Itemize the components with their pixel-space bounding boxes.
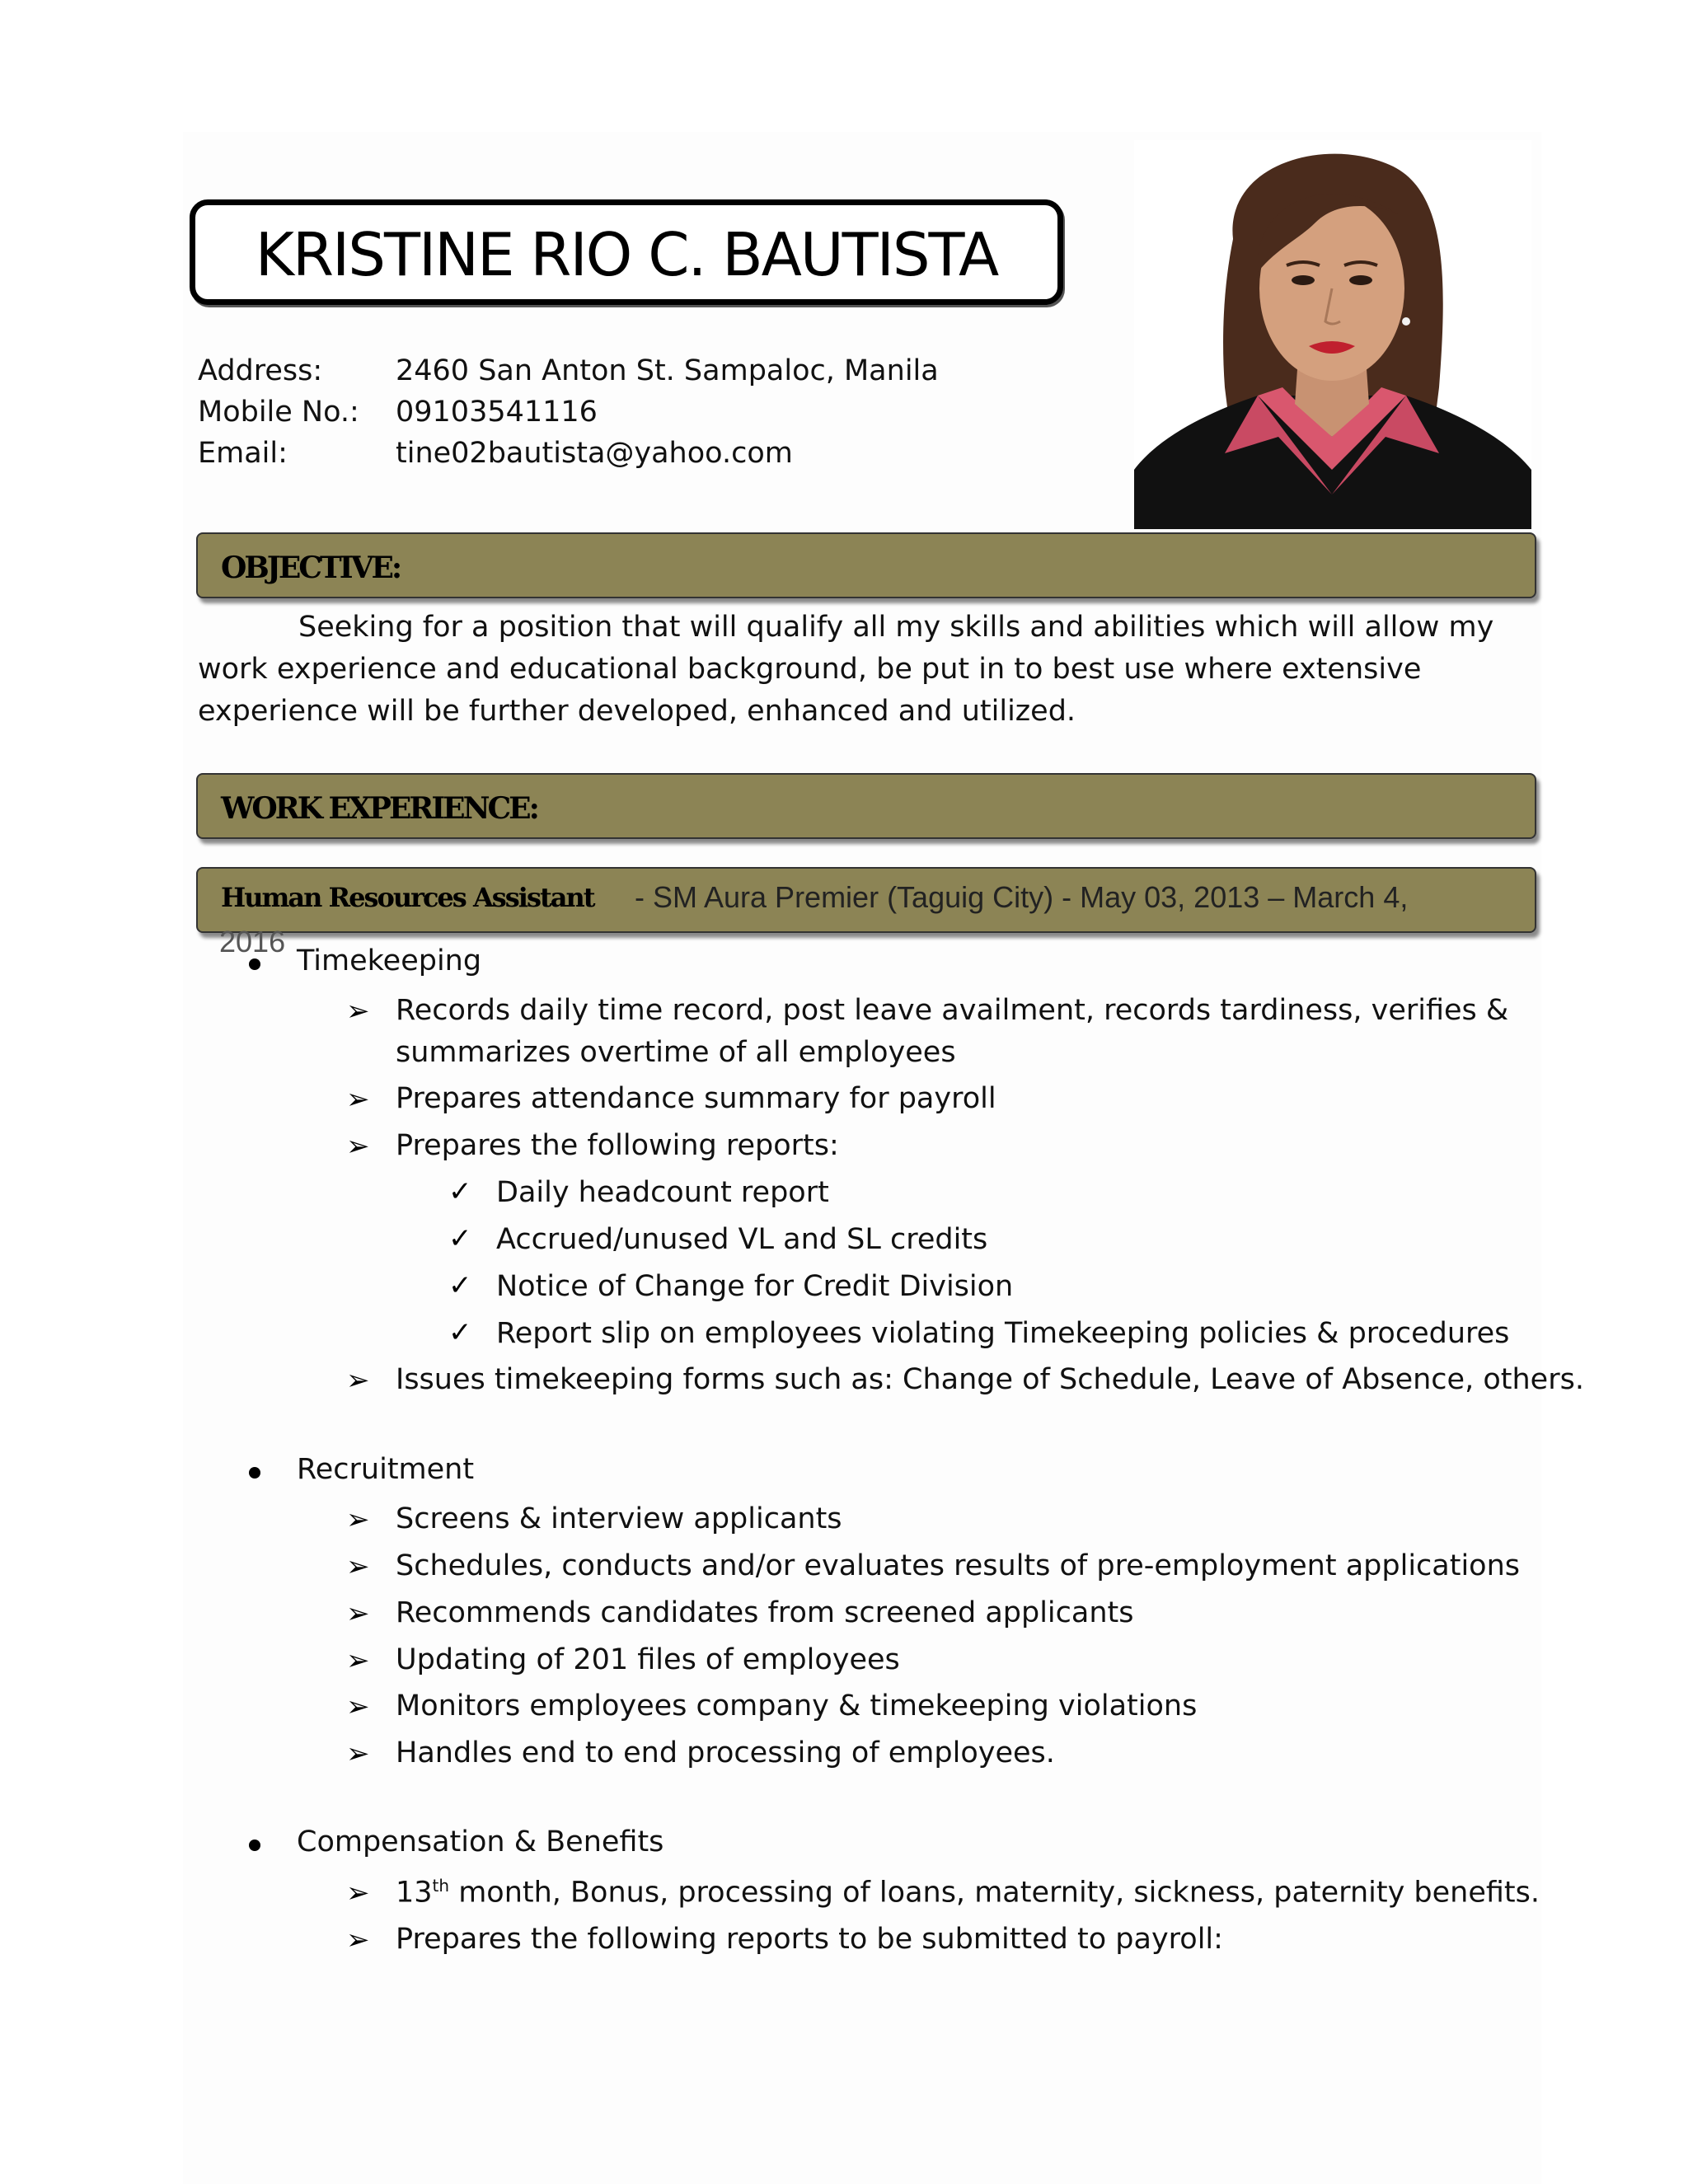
list-item: Accrued/unused VL and SL credits — [496, 1223, 988, 1256]
job-title: Human Resources Assistant — [221, 882, 594, 913]
list-item: Report slip on employees violating Timekeeping policies & procedures — [496, 1317, 1510, 1350]
objective-heading-bar — [196, 532, 1536, 598]
check-icon: ✓ — [448, 1175, 472, 1208]
arrow-bullet-icon: ➢ — [346, 1737, 370, 1770]
arrow-bullet-icon: ➢ — [346, 1597, 370, 1630]
list-item — [396, 1876, 1540, 1910]
list-item-text: month, Bonus, processing of loans, maternity, sickness, paternity benefits. — [449, 1876, 1540, 1910]
section-title-compensation: Compensation & Benefits — [297, 1825, 664, 1858]
contact-label: Email: — [198, 437, 288, 470]
bullet-icon — [249, 1467, 260, 1479]
check-icon: ✓ — [448, 1316, 472, 1349]
list-item: Prepares the following reports: — [396, 1129, 839, 1162]
profile-photo — [1134, 140, 1531, 529]
list-item: Recommends candidates from screened applicants — [396, 1596, 1134, 1629]
objective-line: Seeking for a position that will qualify all my skills and abilities which will allow my — [298, 611, 1494, 644]
name-box — [190, 199, 1063, 305]
applicant-name: KRISTINE RIO C. BAUTISTA — [255, 220, 998, 289]
bullet-icon — [249, 1840, 260, 1851]
job-title-bar — [196, 867, 1536, 933]
list-item: Monitors employees company & timekeeping violations — [396, 1690, 1198, 1722]
list-item: Prepares the following reports to be submitted to payroll: — [396, 1923, 1223, 1956]
arrow-bullet-icon: ➢ — [346, 1083, 370, 1116]
ordinal-suffix: th — [432, 1876, 450, 1896]
contact-value: 2460 San Anton St. Sampaloc, Manila — [396, 354, 939, 387]
bullet-icon — [249, 958, 260, 970]
list-item: Handles end to end processing of employees. — [396, 1736, 1055, 1769]
check-icon: ✓ — [448, 1222, 472, 1255]
list-item: Updating of 201 files of employees — [396, 1643, 900, 1676]
objective-line: work experience and educational background, be put in to best use where extensive — [198, 653, 1422, 686]
list-item: Screens & interview applicants — [396, 1502, 842, 1535]
profile-photo-illustration — [1134, 140, 1531, 529]
work-experience-heading-bar — [196, 773, 1536, 839]
list-item: summarizes overtime of all employees — [396, 1036, 956, 1069]
objective-text — [198, 607, 1533, 733]
contact-value: 09103541116 — [396, 396, 598, 429]
check-icon: ✓ — [448, 1269, 472, 1302]
list-item: Daily headcount report — [496, 1176, 829, 1209]
job-detail-continued: 2016 — [219, 925, 286, 958]
arrow-bullet-icon: ➢ — [346, 1130, 370, 1163]
list-item: Notice of Change for Credit Division — [496, 1270, 1014, 1303]
contact-label: Address: — [198, 354, 323, 387]
objective-line: experience will be further developed, enhanced and utilized. — [198, 695, 1076, 728]
arrow-bullet-icon: ➢ — [346, 1364, 370, 1397]
contact-value: tine02bautista@yahoo.com — [396, 437, 793, 470]
list-item: Records daily time record, post leave availment, records tardiness, verifies & — [396, 994, 1509, 1027]
list-item-ordinal: 13 — [396, 1876, 433, 1910]
list-item: Schedules, conducts and/or evaluates results of pre-employment applications — [396, 1549, 1521, 1582]
arrow-bullet-icon: ➢ — [346, 1550, 370, 1583]
arrow-bullet-icon: ➢ — [346, 1644, 370, 1677]
job-detail: - SM Aura Premier (Taguig City) - May 03, 2013 – March 4, — [635, 880, 1409, 914]
list-item: Issues timekeeping forms such as: Change of Schedule, Leave of Absence, others. — [396, 1363, 1584, 1396]
work-experience-heading: WORK EXPERIENCE: — [221, 791, 537, 826]
section-title-recruitment: Recruitment — [297, 1453, 475, 1486]
arrow-bullet-icon: ➢ — [346, 1690, 370, 1723]
arrow-bullet-icon: ➢ — [346, 1877, 370, 1910]
arrow-bullet-icon: ➢ — [346, 1924, 370, 1957]
contact-label: Mobile No.: — [198, 396, 359, 429]
arrow-bullet-icon: ➢ — [346, 1503, 370, 1536]
list-item: Prepares attendance summary for payroll — [396, 1082, 996, 1115]
arrow-bullet-icon: ➢ — [346, 995, 370, 1028]
section-title-timekeeping: Timekeeping — [297, 944, 482, 977]
objective-heading: OBJECTIVE: — [221, 551, 401, 585]
